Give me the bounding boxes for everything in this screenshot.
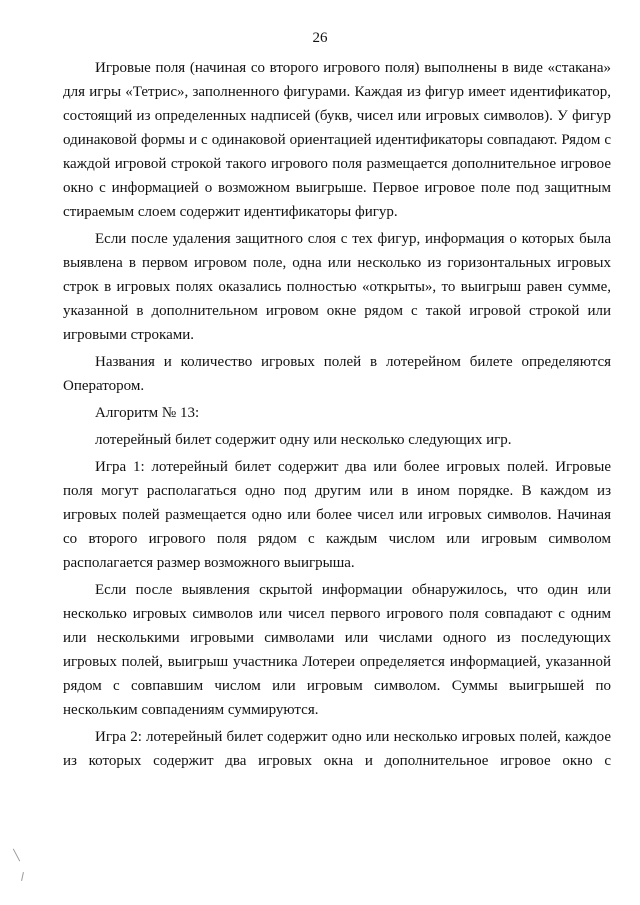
paragraph-game-2: Игра 2: лотерейный билет содержит одно или несколько игровых полей, каждое из которых содержит два игровых окна и дополнительное игровое окно с [63, 729, 611, 769]
paragraph-matching-win: Если после выявления скрытой информации обнаружилось, что один или несколько игровых символов или чисел первого игрового поля совпадают с одним или несколькими игровыми символами или числами одного из последующих игровых полей, выигрыш участника Лотереи определяется информацией, указанной рядом с совпавшим числом или игровым символом. Суммы выигрышей по нескольким совпадениям суммируются. [63, 582, 611, 718]
paragraph-operator-defines: Названия и количество игровых полей в лотерейном билете определяются Оператором. [63, 354, 611, 394]
paragraph-open-rows-win: Если после удаления защитного слоя с тех фигур, информация о которых была выявлена в первом игровом поле, одна или несколько из горизонтальных игровых строк в игровых полях оказались полностью «открыты», то выигрыш равен сумме, указанной в дополнительном игровом окне рядом с такой игровой строкой или игровыми строками. [63, 231, 611, 343]
paragraph-algorithm-heading: Алгоритм № 13: [95, 405, 200, 421]
document-body [63, 56, 611, 776]
paragraph-tetris-fields: Игровые поля (начиная со второго игрового поля) выполнены в виде «стакана» для игры «Тетрис», заполненного фигурами. Каждая из фигур имеет идентификатор, состоящий из определенных надписей (букв, чисел или игровых символов). У фигур одинаковой формы и с одинаковой ориентацией идентификаторы совпадают. Рядом с каждой игровой строкой такого игрового поля размещается дополнительное игровое окно с информацией о возможном выигрыше. Первое игровое поле под защитным стираемым слоем содержит идентификаторы фигур. [63, 60, 611, 220]
paragraph-game-1: Игра 1: лотерейный билет содержит два или более игровых полей. Игровые поля могут располагаться одно под другим или в ином порядке. В каждом из игровых полей размещается одно или более чисел или игровых символов. Начиная со второго игрового поля рядом с каждым числом или игровым символом располагается размер возможного выигрыша. [63, 459, 611, 571]
scan-artifact-mark [13, 849, 20, 862]
page-number: 26 [312, 30, 328, 46]
paragraph-ticket-games: лотерейный билет содержит одну или несколько следующих игр. [95, 432, 512, 448]
scan-artifact-mark [21, 872, 24, 881]
